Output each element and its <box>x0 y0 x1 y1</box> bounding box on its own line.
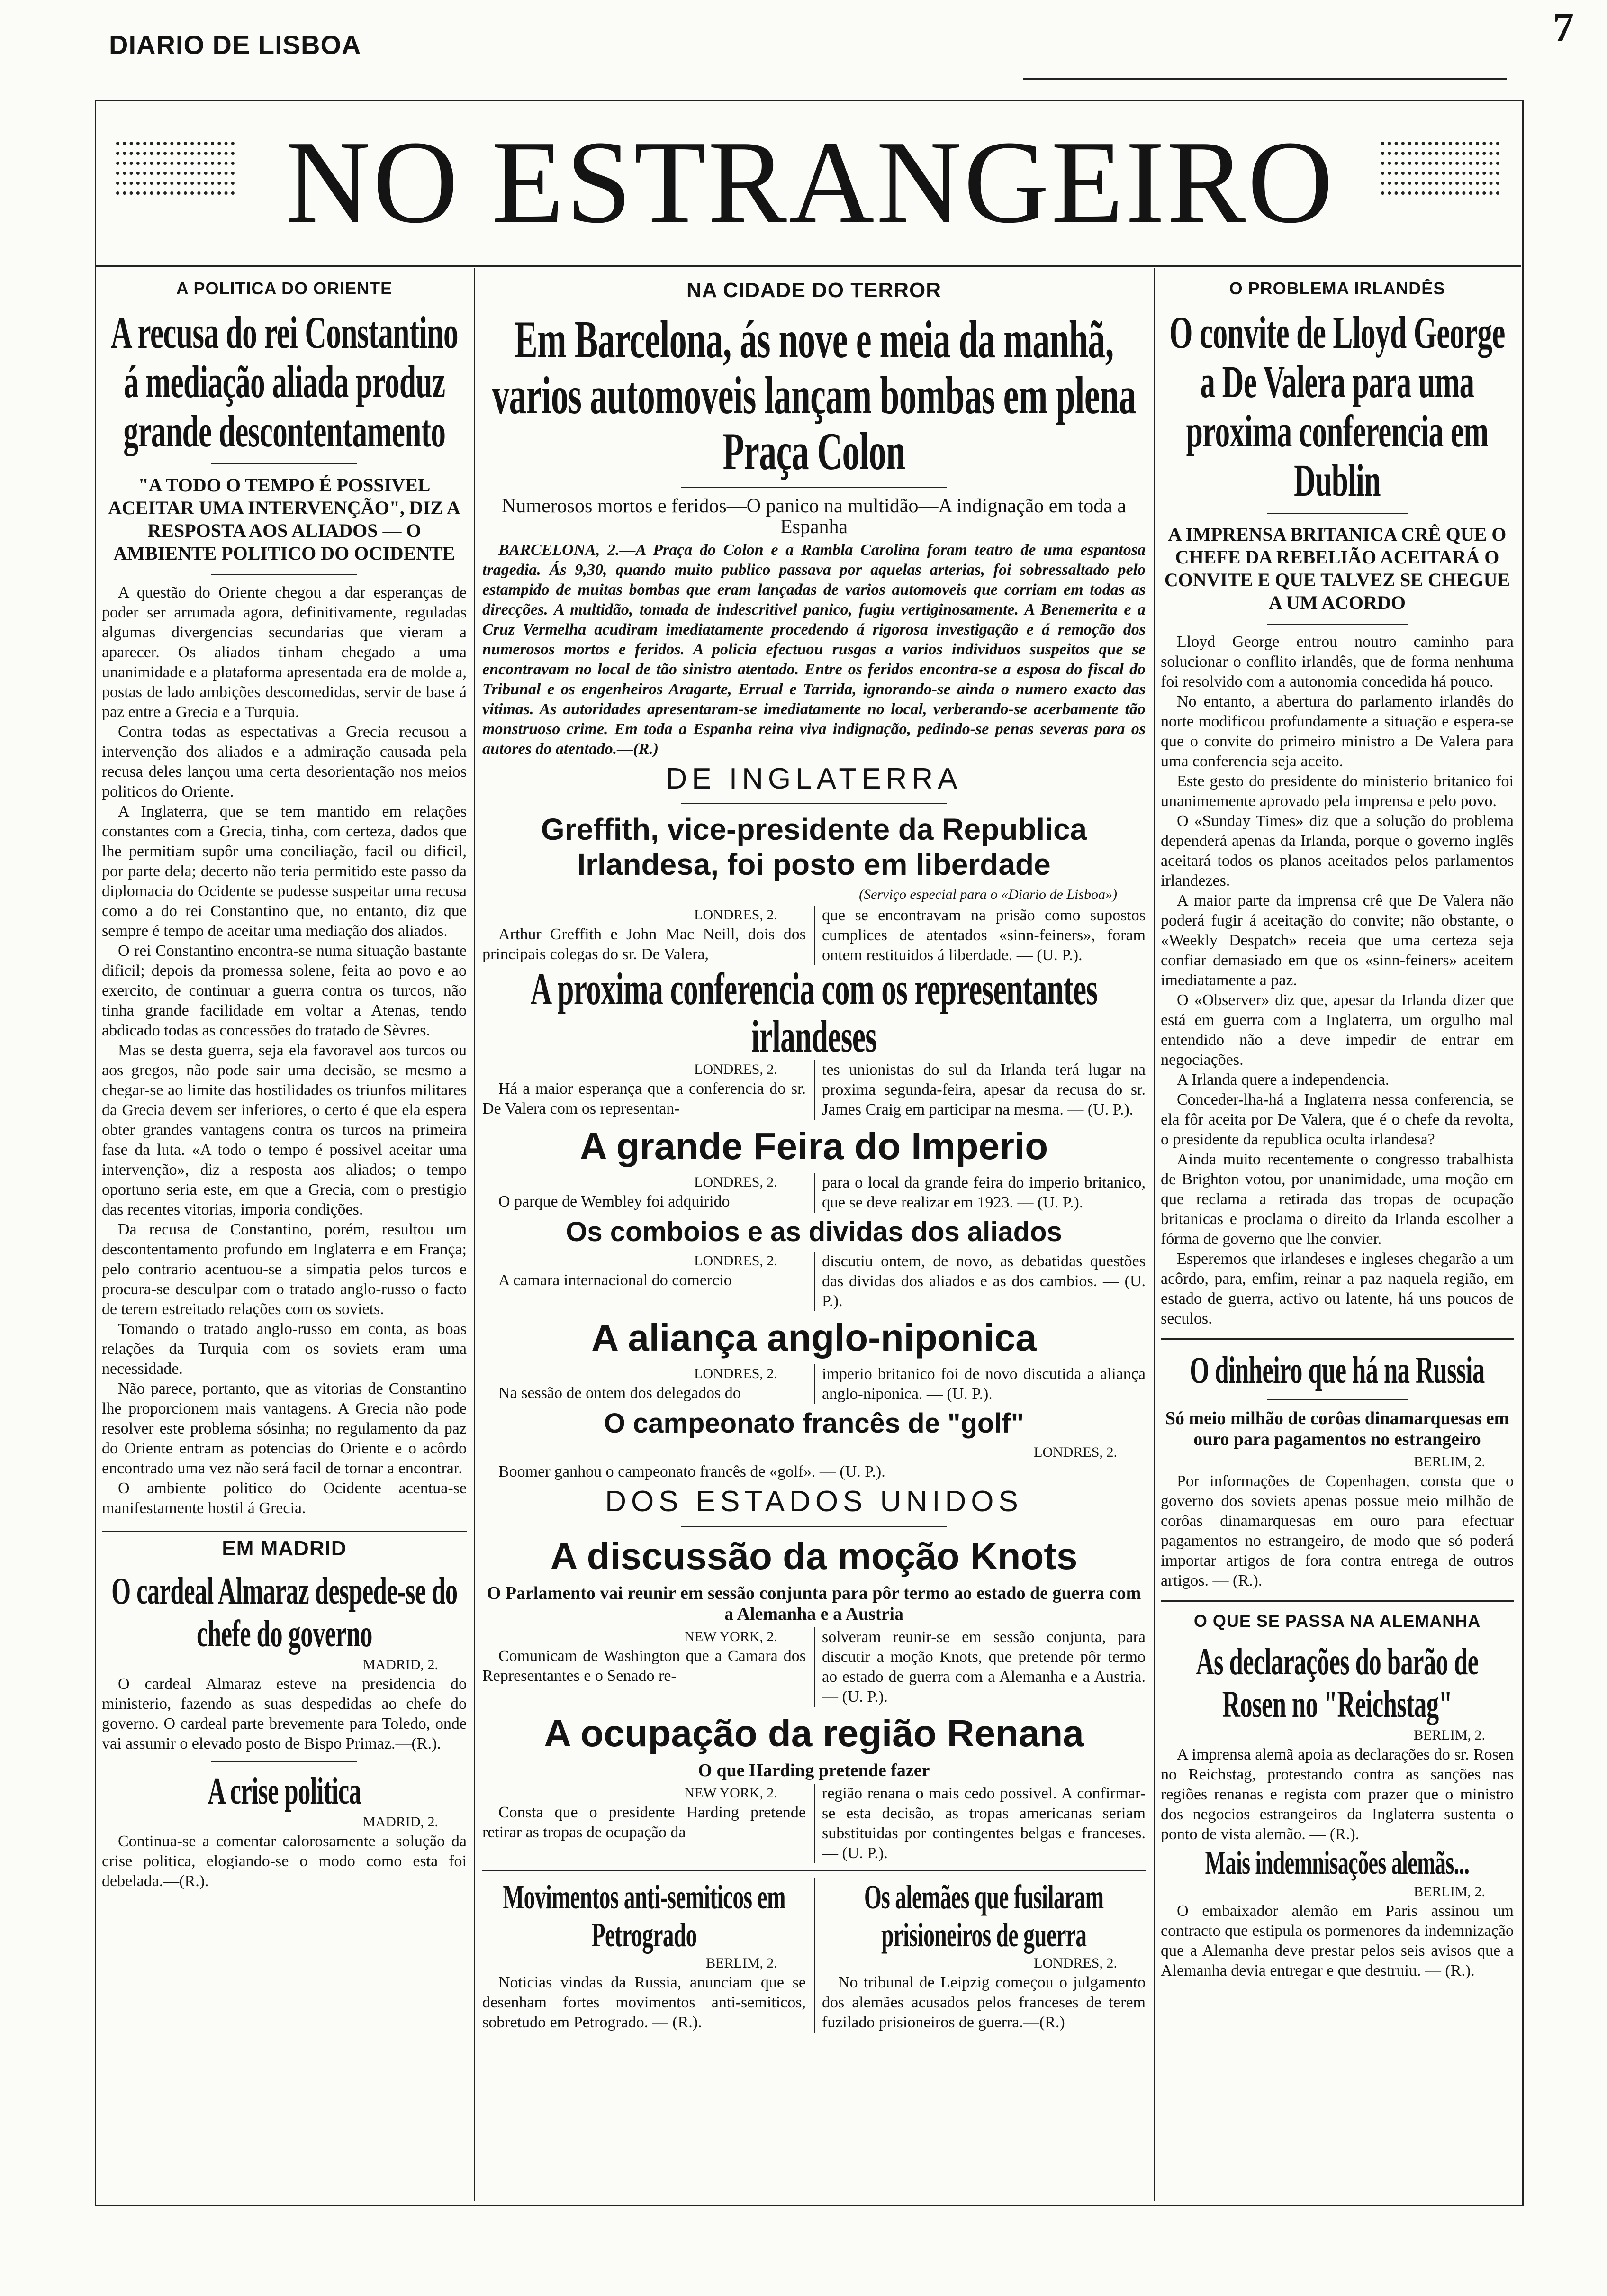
paragraph: Mas se desta guerra, seja ela favoravel aos turcos ou aos gregos, não pode sair uma decisão, se mesmo a chegar-se ao limite das hostilidades os triunfos militares da Grecia devem ser inferiores, o certo é que ela espera obter grandes vantagens contra os turcos na primeira fase da luta. «A todo o tempo é possivel aceitar uma intervenção», diz a resposta aos aliados; o tempo oportuno seria este, em que a Grecia, com o prestigio das recentes vitorias, imporia condições. <box>102 1042 467 1218</box>
dateline: NEW YORK, 2. <box>684 1629 777 1644</box>
page-number: 7 <box>1553 5 1574 51</box>
paragraph: Por informações de Copenhagen, consta que o governo dos soviets apenas possue meio milhão de corôas dinamarquesas em ouro para efectuar pagamentos no estrangeiro, de modo que só poderá importar artigos de fora contra entrega de outros artigos. — (R.). <box>1161 1472 1514 1589</box>
article-subhead: O que Harding pretende fazer <box>698 1761 930 1780</box>
column-barcelona-inglaterra <box>482 275 1146 2199</box>
divider <box>211 463 357 464</box>
paragraph: O embaixador alemão em Paris assinou um contracto que estipula os pormenores da indemnização que a Alemanha deve prestar pelos seis avisos que a Alemanha devia entregar e que destruiu. — (R.). <box>1161 1902 1514 1979</box>
paragraph: Lloyd George entrou noutro caminho para solucionar o conflito irlandês, que de forma nenhuma foi resolvido com a autonomia concedida há pouco. <box>1161 633 1514 690</box>
divider <box>1267 1399 1408 1400</box>
divider <box>681 803 947 804</box>
paragraph: Na sessão de ontem dos delegados do <box>498 1384 741 1402</box>
section-label: DE INGLATERRA <box>666 762 962 795</box>
paragraph: Comunicam de Washington que a Camara dos Representantes e o Senado re- <box>482 1647 806 1685</box>
article-subhead: A IMPRENSA BRITANICA CRÊ QUE O CHEFE DA REBELIÃO ACEITARÁ O CONVITE E QUE TALVEZ SE CHEGUE A UM ACORDO <box>1164 524 1510 613</box>
article-headline: Mais indemnisações alemãs... <box>1205 1845 1470 1881</box>
paragraph: A imprensa alemã apoia as declarações do sr. Rosen no Reichstag, protestando contra as sanções nas regiões renanas e regista com prazer que o ministro dos negocios estrangeiros da Inglaterra sustenta o ponto de vista alemão. — (R.). <box>1161 1746 1514 1843</box>
paragraph: para o local da grande feira do imperio britanico, que se deve realizar em 1923. — (U. P.). <box>822 1174 1146 1211</box>
paragraph: BARCELONA, 2.—A Praça do Colon e a Rambla Carolina foram teatro de uma espantosa tragedia. Ás 9,30, quando muito publico passava por aquelas arterias, foi sobressaltado pelo estampido de muitas bombas que eram lançadas de varios automoveis que corriam em todas as direcções. A multidão, tomada de indescritivel panico, fugiu vertiginosamente. A Benemerita e a Cruz Vermelha acudiram imediatamente procedendo á rigorosa investigação e á remoção dos numerosos mortos e feridos. A policia efectuou rusgas a varios individuos suspeitos que se encontravam no local de tão sinistro atentado. Entre os feridos encontra-se a esposa do fiscal do Tribunal e os engenheiros Aragarte, Errual e Tarrida, ignorando-se ainda o numero exacto das vitimas. As autoridades apresentaram-se imediatamente no local, verberando-se acerbamente tão monstruoso crime. Em toda a Espanha reina viva indignação, pedindo-se penas severas para os autores do atentado.—(R.) <box>482 541 1146 758</box>
article-subhead: Só meio milhão de corôas dinamarquesas em ouro para pagamentos no estrangeiro <box>1165 1408 1509 1449</box>
two-column-text <box>482 1060 1146 1120</box>
paragraph: Consta que o presidente Harding pretende retirar as tropas de ocupação da <box>482 1804 806 1841</box>
divider <box>681 1526 947 1527</box>
article-headline: A recusa do rei Constantino á mediação aliada produz grande descontentamento <box>110 307 458 456</box>
dateline: MADRID, 2. <box>362 1657 438 1672</box>
ornament-right <box>1381 135 1499 232</box>
masthead-rule <box>1023 78 1507 80</box>
two-column-text <box>482 1627 1146 1707</box>
article-headline: O dinheiro que há na Russia <box>1190 1350 1485 1391</box>
section-label: NA CIDADE DO TERROR <box>686 279 942 302</box>
dateline: LONDRES, 2. <box>694 907 777 923</box>
article-headline: Greffith, vice-presidente da Republica Irlandesa, foi posto em liberdade <box>541 812 1087 881</box>
two-column-text <box>482 1252 1146 1311</box>
article-subhead: Numerosos mortos e feridos—O panico na multidão—A indignação em toda a Espanha <box>501 495 1127 538</box>
service-note: (Serviço especial para o «Diario de Lisboa») <box>859 887 1117 902</box>
section-label: A POLITICA DO ORIENTE <box>176 279 393 298</box>
dateline: LONDRES, 2. <box>694 1062 777 1077</box>
paragraph: No entanto, a abertura do parlamento irlandês do norte modificou profundamente a situação e espera-se que o convite do primeiro ministro a De Valera para uma conferencia seja aceito. <box>1161 693 1514 770</box>
divider <box>102 1531 467 1532</box>
article-headline: A crise politica <box>208 1770 361 1812</box>
paragraph: Ainda muito recentemente o congresso trabalhista de Brighton votou, por unanimidade, uma moção em que reclama a retirada das tropas de ocupação britanicas e proclama o direito da Irlanda escolher a fórma de governo que lhe convier. <box>1161 1151 1514 1248</box>
paragraph: A camara internacional do comercio <box>498 1271 732 1289</box>
paragraph: A Inglaterra, que se tem mantido em relações constantes com a Grecia, tinha, com certeza, dados que lhe permitiam supôr uma conciliação, facil ou dificil, por parte dela; decerto não teria permitido este passo da diplomacia do Ocidente se pudesse suspeitar uma recusa como a do rei Constantino que, no entanto, diz que sempre é tempo de aceitar uma mediação dos aliados. <box>102 803 467 940</box>
paragraph: O ambiente politico do Ocidente acentua-se manifestamente hostil á Grecia. <box>102 1479 467 1517</box>
paragraph: Não parece, portanto, que as vitorias de Constantino lhe proporcionem mais vantagens. A Grecia não pode resolver este problema sósinha; no regulamento da paz do Oriente entram as potencias do Oriente e o acôrdo encontrado uma vez não será facil de tornar a encontrar. <box>102 1380 467 1477</box>
article-headline: As declarações do barão de Rosen no "Reichstag" <box>1196 1641 1479 1725</box>
section-label: DOS ESTADOS UNIDOS <box>605 1485 1023 1518</box>
dateline: LONDRES, 2. <box>1034 1444 1117 1460</box>
two-column-text <box>482 906 1146 965</box>
dateline: LONDRES, 2. <box>694 1253 777 1269</box>
two-column-text <box>482 1784 1146 1863</box>
paragraph: Continua-se a comentar calorosamente a solução da crise politica, elogiando-se o modo como esta foi debelada.—(R.). <box>102 1833 467 1890</box>
two-column-articles <box>482 1878 1146 2033</box>
divider <box>681 487 947 488</box>
paragraph: O parque de Wembley foi adquirido <box>498 1193 730 1210</box>
paragraph: Este gesto do presidente do ministerio britanico foi unanimemente aprovado pela imprensa e pelo povo. <box>1161 772 1514 810</box>
dateline: BERLIM, 2. <box>706 1955 777 1971</box>
paragraph: Contra todas as espectativas a Grecia recusou a intervenção dos aliados e a admiração causada pela recusa deles lançou uma certa desorientação nos meios politicos do Oriente. <box>102 723 467 800</box>
divider <box>1267 513 1408 514</box>
paragraph: A questão do Oriente chegou a dar esperanças de poder ser arrumada agora, definitivamente, reguladas algumas divergencias secundarias que vieram a aparecer. Os aliados tinham chegado a uma unanimidade e a plataforma apresentada era de molde a, postas de lado ambições descomedidas, servir de base á paz entre a Grecia e a Turquia. <box>102 584 467 721</box>
paragraph: O «Sunday Times» diz que a solução do problema dependerá apenas da Irlanda, porque o governo inglês aceitará todos os planos aceitados pelos parlamentos irlandezes. <box>1161 812 1514 889</box>
article-headline: O cardeal Almaraz despede-se do chefe do governo <box>111 1570 458 1655</box>
divider <box>1161 1600 1514 1602</box>
dateline: BERLIM, 2. <box>1414 1727 1485 1743</box>
headline-rule <box>95 265 1521 267</box>
article-headline: Em Barcelona, ás nove e meia da manhã, varios automoveis lançam bombas em plena Praça Colon <box>492 310 1136 481</box>
paragraph: O cardeal Almaraz esteve na presidencia do ministerio, fazendo as suas despedidas ao chefe do governo. O cardeal parte brevemente para Toledo, onde vai assumir o elevado posto de Bispo Primaz.—(R.). <box>102 1675 467 1752</box>
section-title: NO ESTRANGEIRO <box>285 117 1335 248</box>
paragraph: imperio britanico foi de novo discutida a aliança anglo-niponica. — (U. P.). <box>822 1365 1146 1403</box>
column-irlanda <box>1161 275 1514 2199</box>
dateline: LONDRES, 2. <box>694 1174 777 1190</box>
two-column-text <box>482 1173 1146 1213</box>
column-rule <box>474 268 475 2201</box>
article-headline: A proxima conferencia com os representantes irlandeses <box>530 963 1098 1062</box>
column-rule <box>1154 268 1155 2201</box>
paragraph: Noticias vindas da Russia, anunciam que se desenham fortes movimentos anti-semiticos, sobretudo em Petrogrado. — (R.). <box>482 1974 806 2031</box>
article-headline: A aliança anglo-niponica <box>591 1316 1037 1359</box>
dateline: MADRID, 2. <box>362 1814 438 1830</box>
divider <box>1161 1338 1514 1340</box>
article-headline: O convite de Lloyd George a De Valera para uma proxima conferencia em Dublin <box>1169 307 1505 506</box>
newspaper-name: DIARIO DE LISBOA <box>109 30 361 60</box>
paragraph: solveram reunir-se em sessão conjunta, para discutir a moção Knots, que pretende pôr termo ao estado de guerra com a Alemanha e a Austria. — (U. P.). <box>822 1628 1146 1706</box>
article-headline: A discussão da moção Knots <box>550 1535 1078 1577</box>
section-label: O PROBLEMA IRLANDÊS <box>1229 279 1445 298</box>
paragraph: Esperemos que irlandeses e ingleses chegarão a um acôrdo, para, emfim, reinar a paz naquela região, em estado de guerra, activo ou latente, há uns poucos de seculos. <box>1161 1250 1514 1327</box>
paragraph: A Irlanda quere a independencia. <box>1177 1071 1390 1089</box>
article-headline: O campeonato francês de "golf" <box>604 1408 1024 1439</box>
paragraph: região renana o mais cedo possivel. A confirmar-se esta decisão, as tropas americanas seriam substituidas por contingentes belgas e franceses. — (U. P.). <box>822 1785 1146 1862</box>
divider <box>211 574 357 575</box>
paragraph: A maior parte da imprensa crê que De Valera não poderá fugir á aceitação do convite; não obstante, o «Weekly Despatch» receia que uma certeza seja confiar demasiado em que os «sinn-feiners» aceitem imediatamente a paz. <box>1161 892 1514 989</box>
paragraph: Tomando o tratado anglo-russo em conta, as boas relações da Turquia com os soviets eram uma necessidade. <box>102 1320 467 1378</box>
paragraph: discutiu ontem, de novo, as debatidas questões das dividas dos aliados e as dos cambios. — (U. P.). <box>822 1252 1146 1310</box>
article-subhead: "A TODO O TEMPO É POSSIVEL ACEITAR UMA INTERVENÇÃO", DIZ A RESPOSTA AOS ALIADOS — O AMBIENTE POLITICO DO OCIDENTE <box>108 474 460 564</box>
article-headline: A ocupação da região Renana <box>544 1712 1084 1754</box>
section-label: EM MADRID <box>222 1537 347 1560</box>
section-label: O QUE SE PASSA NA ALEMANHA <box>1193 1611 1481 1631</box>
dateline: NEW YORK, 2. <box>684 1785 777 1801</box>
dateline: BERLIM, 2. <box>1414 1454 1485 1470</box>
two-column-text <box>482 1364 1146 1404</box>
paragraph: O rei Constantino encontra-se numa situação bastante dificil; depois da promessa solene, feita ao povo e ao exercito, de continuar a guerra contra os turcos, não tinha grande facilidade em voltar a Atenas, tendo abdicado todas as concessões do tratado de Sèvres. <box>102 942 467 1039</box>
dateline: LONDRES, 2. <box>694 1366 777 1381</box>
paragraph: Arthur Greffith e John Mac Neill, dois dos principais colegas do sr. De Valera, <box>482 926 806 963</box>
divider <box>211 1761 357 1762</box>
paragraph: Há a maior esperança que a conferencia do sr. De Valera com os representan- <box>482 1080 806 1117</box>
paragraph: Conceder-lha-há a Inglaterra nessa conferencia, se ela fôr aceita por De Valera, que é o chefe da revolta, o presidente da republica oculta irlandesa? <box>1161 1091 1514 1148</box>
dateline: LONDRES, 2. <box>1034 1955 1117 1971</box>
article-headline: Os alemães que fusilaram prisioneiros de guerra <box>864 1878 1104 1954</box>
divider <box>482 1870 1146 1871</box>
column-oriente <box>102 275 467 2199</box>
article-headline: A grande Feira do Imperio <box>579 1125 1048 1167</box>
article-subhead: O Parlamento vai reunir em sessão conjunta para pôr termo ao estado de guerra com a Alemanha e a Austria <box>487 1583 1141 1624</box>
article-headline: Movimentos anti-semiticos em Petrogrado <box>503 1878 785 1954</box>
article-headline: Os comboios e as dividas dos aliados <box>566 1216 1062 1247</box>
divider <box>1267 624 1408 625</box>
paragraph: No tribunal de Leipzig começou o julgamento dos alemães acusados pelos franceses de terem fuzilado prisioneiros de guerra.—(R.) <box>822 1974 1146 2031</box>
paragraph: que se encontravam na prisão como supostos cumplices de atentados «sinn-feiners», foram ontem restituidos á liberdade. — (U. P.). <box>822 907 1146 964</box>
paragraph: Da recusa de Constantino, porém, resultou um descontentamento profundo em Inglaterra e em França; pelo contrario acentuou-se a simpatia pelos turcos e procura-se desculpar com o tratado anglo-russo o facto de terem estreitado relações com os soviets. <box>102 1221 467 1318</box>
dateline: BERLIM, 2. <box>1414 1884 1485 1899</box>
ornament-left <box>116 135 235 232</box>
paragraph: tes unionistas do sul da Irlanda terá lugar na proxima segunda-feira, apesar da recusa do sr. James Craig em participar na mesma. — (U. P.). <box>822 1061 1146 1118</box>
paragraph: Boomer ganhou o campeonato francês de «golf». — (U. P.). <box>498 1463 885 1480</box>
paragraph: O «Observer» diz que, apesar da Irlanda dizer que está em guerra com a Inglaterra, um orgulho mal entendido não a deve impedir de entrar em negociações. <box>1161 991 1514 1069</box>
